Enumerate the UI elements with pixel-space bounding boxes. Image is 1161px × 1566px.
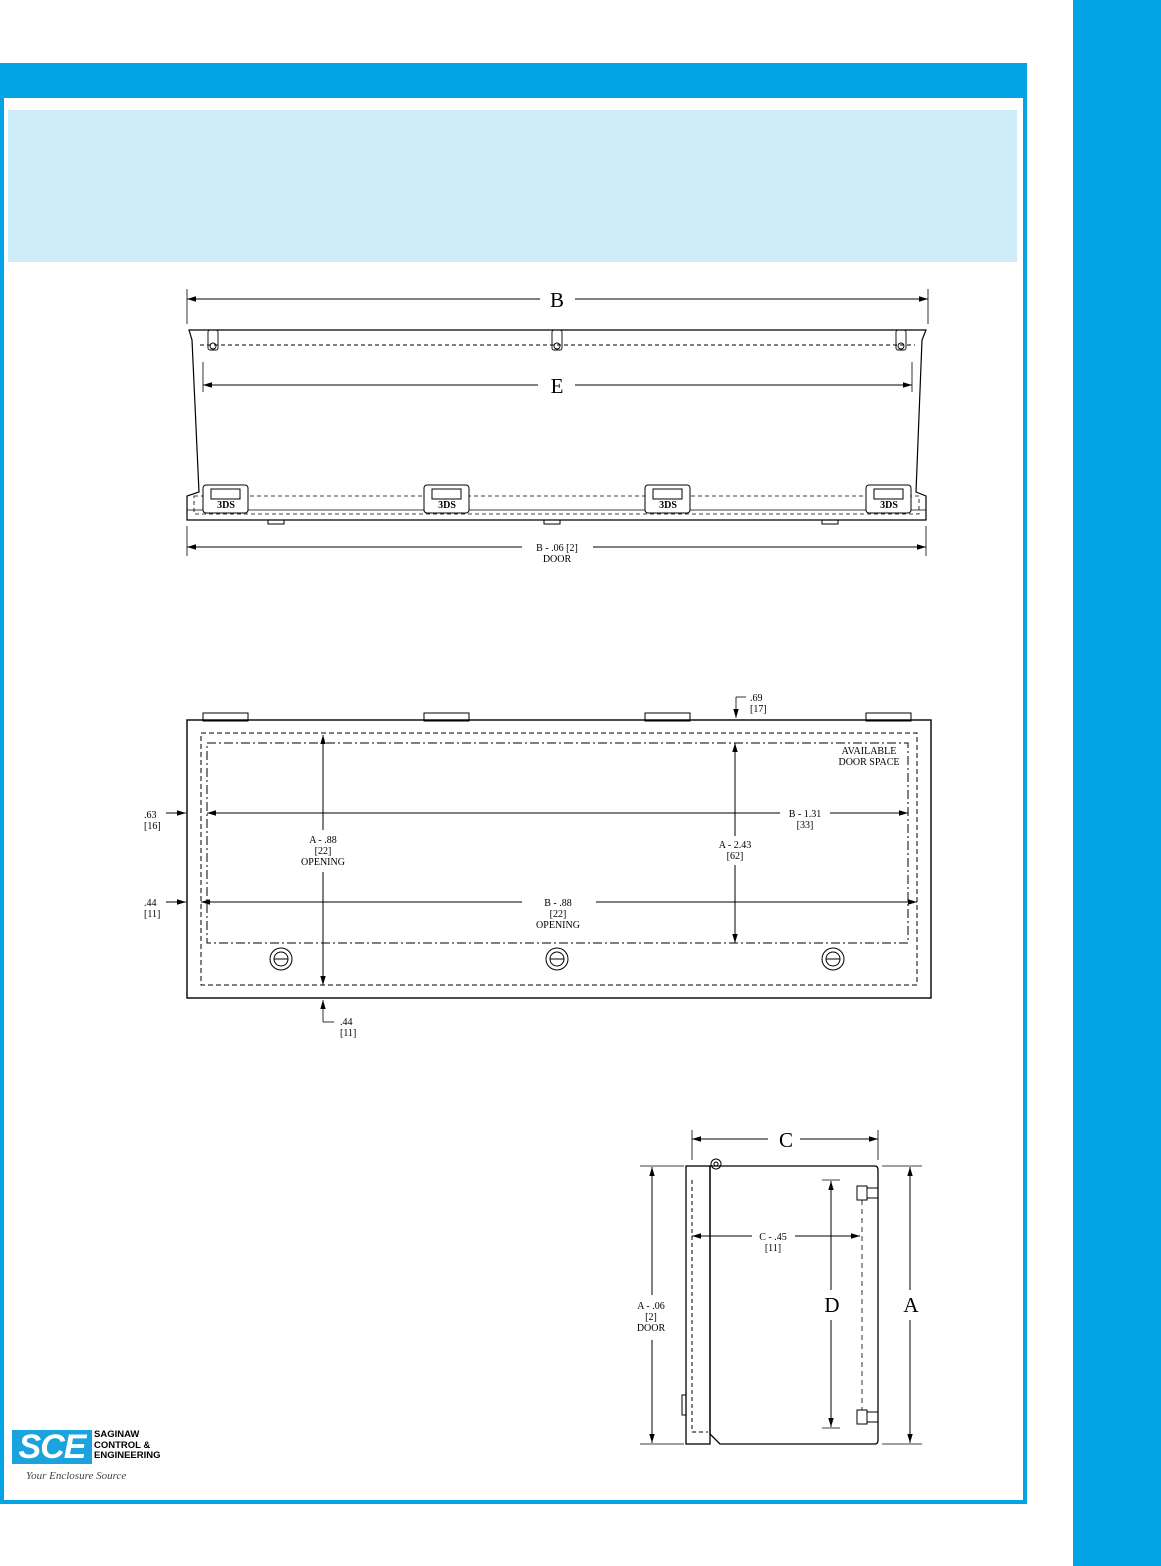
inside-view [166, 697, 931, 1022]
side-latch-bottom-icon [857, 1410, 878, 1424]
door-height-label: A - .06 [637, 1301, 665, 1312]
top-offset-label: .69 [750, 693, 763, 704]
hinge-top-mid [552, 330, 562, 350]
screw-mid-icon [546, 948, 568, 970]
hinge-top-left [208, 330, 218, 350]
side-view-dim-lines [640, 1166, 922, 1566]
side-view [682, 1130, 878, 1536]
width-opening-word: OPENING [536, 920, 580, 931]
bottom-offset-mm: [11] [340, 1028, 357, 1039]
left-offset-2-label: .44 [144, 898, 157, 909]
width-space-mm: [33] [796, 820, 814, 831]
latch-mark: 3DS [438, 500, 456, 511]
height-opening-word: OPENING [301, 857, 345, 868]
available-space-line2: DOOR SPACE [838, 757, 900, 768]
logo-line-2: CONTROL & [94, 1439, 151, 1451]
bottom-offset-label: .44 [340, 1017, 353, 1028]
logo-line-3: ENGINEERING [94, 1450, 161, 1461]
logo-company-name [94, 1430, 164, 1462]
dim-d-label: D [824, 1293, 840, 1317]
screw-right-icon [822, 948, 844, 970]
width-opening-mm: [22] [549, 909, 567, 920]
side-door-label: DOOR [636, 1323, 666, 1334]
logo-line-1: SAGINAW [94, 1429, 140, 1440]
logo-tagline: Your Enclosure Source [26, 1470, 127, 1482]
dim-b-label: B [549, 288, 565, 312]
dim-c-label: C [778, 1128, 794, 1152]
height-opening-label: A - .88 [309, 835, 337, 846]
door-height-mm: [2] [645, 1312, 657, 1323]
height-space-mm: [62] [726, 851, 744, 862]
hinge-top-right [896, 330, 906, 350]
left-offset-1-label: .63 [144, 810, 157, 821]
available-space-line1: AVAILABLE [841, 746, 897, 757]
dim-e-label: E [550, 374, 564, 398]
logo-mark: SCE [12, 1430, 92, 1464]
dim-a-label: A [903, 1293, 919, 1317]
width-opening-label: B - .88 [544, 898, 572, 909]
latch-mark: 3DS [659, 500, 677, 511]
side-latch-top-icon [857, 1186, 878, 1200]
latch-mark: 3DS [217, 500, 235, 511]
left-offset-1-mm: [16] [144, 821, 161, 832]
door-width-label: B - .06 [2] [536, 543, 578, 554]
width-space-label: B - 1.31 [788, 809, 822, 820]
latch-mark: 3DS [880, 500, 898, 511]
c-inner-mm: [11] [764, 1243, 782, 1254]
screw-left-icon [270, 948, 292, 970]
c-inner-label: C - .45 [759, 1232, 787, 1243]
left-offset-2-mm: [11] [144, 909, 161, 920]
door-label: DOOR [542, 554, 572, 565]
front-view [187, 289, 928, 556]
height-opening-mm: [22] [314, 846, 332, 857]
top-offset-mm: [17] [750, 704, 767, 715]
height-space-label: A - 2.43 [718, 840, 752, 851]
company-logo [10, 1426, 161, 1488]
